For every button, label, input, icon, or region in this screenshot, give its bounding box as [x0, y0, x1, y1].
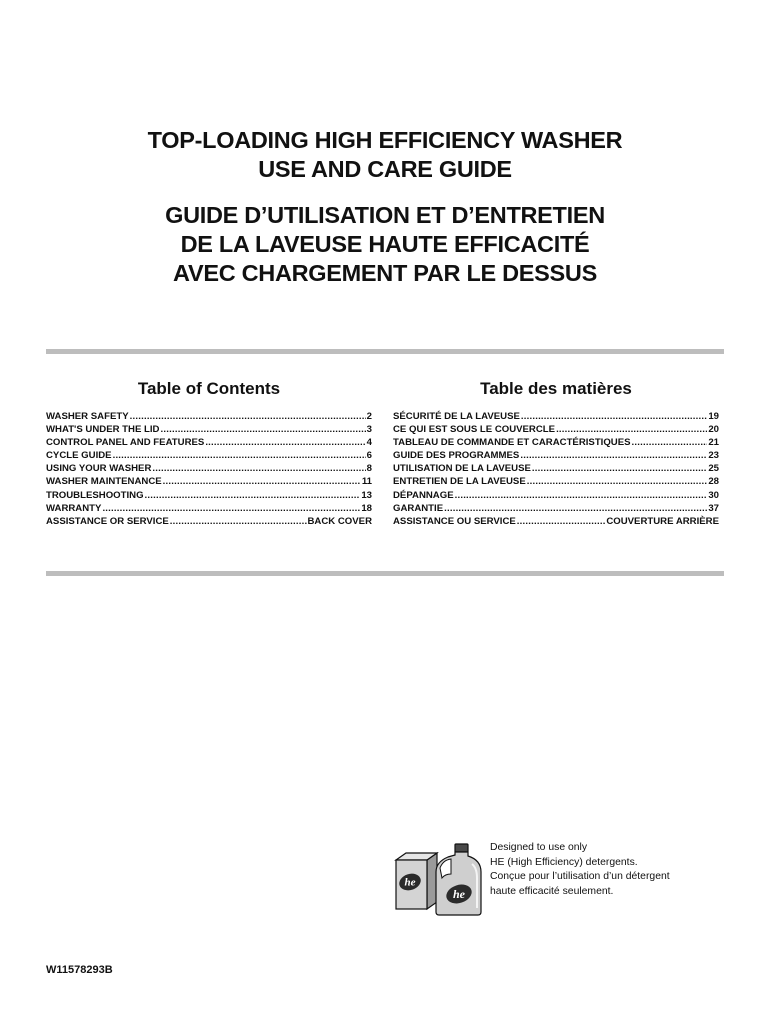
- he-notice-line-4: haute efficacité seulement.: [490, 885, 614, 897]
- toc-entry-page: BACK COVER: [307, 515, 372, 527]
- he-notice-line-2: HE (High Efficiency) detergents.: [490, 856, 638, 868]
- toc-entry[interactable]: [393, 462, 719, 475]
- toc-leader-dots: [161, 423, 366, 436]
- he-notice-text: [490, 841, 670, 899]
- toc-leader-dots: [556, 423, 707, 436]
- toc-entry-page: 6: [366, 450, 372, 462]
- toc-entry[interactable]: [393, 515, 719, 528]
- toc-entry[interactable]: [46, 502, 372, 515]
- french-title-line-2: DE LA LAVEUSE HAUTE EFFICACITÉ: [180, 231, 590, 257]
- toc-entry[interactable]: [393, 502, 719, 515]
- he-notice-line-1: Designed to use only: [490, 842, 588, 853]
- toc-entry-page: 19: [708, 411, 719, 422]
- toc-english-heading: Table of Contents: [137, 379, 281, 398]
- toc-french-list: [393, 410, 719, 528]
- toc-english-list: [46, 410, 372, 528]
- english-title: [0, 126, 770, 184]
- english-title-line-1: TOP-LOADING HIGH EFFICIENCY WASHER: [147, 127, 623, 153]
- detergent-box-and-bottle-icon: [393, 838, 483, 918]
- toc-entry-label: WARRANTY: [46, 502, 102, 514]
- box-he-logo-text: he: [404, 876, 416, 889]
- toc-french-heading: Table des matières: [480, 379, 632, 398]
- toc-entry-page: 11: [361, 476, 372, 488]
- toc-leader-dots: [520, 449, 707, 462]
- bottle-he-logo-text: he: [453, 887, 465, 901]
- toc-entry-label: WHAT'S UNDER THE LID: [46, 424, 160, 436]
- toc-entry-page: 20: [708, 424, 719, 436]
- toc-leader-dots: [527, 475, 708, 488]
- toc-entry-page: 8: [366, 463, 372, 475]
- toc-entry-label: DÉPANNAGE: [393, 489, 454, 501]
- toc-entry-label: ENTRETIEN DE LA LAVEUSE: [393, 476, 526, 488]
- toc-entry[interactable]: [393, 475, 719, 488]
- toc-entry-label: GARANTIE: [393, 502, 444, 514]
- top-divider: [46, 349, 724, 354]
- toc-leader-dots: [532, 462, 707, 475]
- toc-leader-dots: [152, 462, 365, 475]
- toc-entry-page: 18: [361, 502, 372, 514]
- toc-leader-dots: [145, 489, 361, 502]
- toc-entry[interactable]: [46, 462, 372, 475]
- toc-entry-label: ASSISTANCE OU SERVICE: [393, 515, 516, 527]
- he-detergent-notice: [393, 838, 733, 928]
- toc-leader-dots: [205, 436, 365, 449]
- he-notice-line-3: Conçue pour l’utilisation d’un détergent: [490, 871, 670, 883]
- toc-entry-page: 2: [366, 411, 372, 422]
- toc-french: [393, 378, 719, 528]
- toc-entry[interactable]: [393, 410, 719, 423]
- toc-leader-dots: [170, 515, 307, 528]
- toc-entry[interactable]: [46, 410, 372, 423]
- toc-entry-label: TROUBLESHOOTING: [46, 489, 144, 501]
- toc-entry-page: 13: [361, 489, 372, 501]
- toc-leader-dots: [455, 489, 708, 502]
- toc-entry[interactable]: [393, 436, 719, 449]
- toc-entry-page: 30: [708, 489, 719, 501]
- toc-leader-dots: [113, 449, 366, 462]
- toc-entry[interactable]: [393, 489, 719, 502]
- toc-entry[interactable]: [46, 449, 372, 462]
- toc-leader-dots: [130, 410, 366, 423]
- toc-entry-label: USING YOUR WASHER: [46, 463, 152, 475]
- toc-entry-page: 3: [366, 424, 372, 436]
- toc-leader-dots: [521, 410, 707, 423]
- toc-leader-dots: [517, 515, 606, 528]
- english-title-line-2: USE AND CARE GUIDE: [258, 156, 512, 182]
- toc-entry-label: UTILISATION DE LA LAVEUSE: [393, 463, 531, 475]
- toc-entry-page: 21: [708, 437, 719, 449]
- toc-entry-label: ASSISTANCE OR SERVICE: [46, 515, 169, 527]
- document-number: W11578293B: [46, 964, 113, 976]
- toc-leader-dots: [102, 502, 360, 515]
- toc-entry-label: GUIDE DES PROGRAMMES: [393, 450, 520, 462]
- toc-entry-page: 4: [366, 437, 372, 449]
- toc-entry-label: CONTROL PANEL AND FEATURES: [46, 437, 205, 449]
- toc-entry[interactable]: [393, 423, 719, 436]
- toc-entry[interactable]: [46, 436, 372, 449]
- toc-entry-label: CYCLE GUIDE: [46, 450, 112, 462]
- toc-entry[interactable]: [46, 423, 372, 436]
- toc-entry-page: 28: [708, 476, 719, 488]
- toc-entry-label: WASHER MAINTENANCE: [46, 476, 162, 488]
- toc-entry-label: WASHER SAFETY: [46, 411, 129, 422]
- toc-entry[interactable]: [46, 515, 372, 528]
- toc-entry[interactable]: [46, 489, 372, 502]
- french-title: [0, 201, 770, 288]
- toc-entry-label: SÉCURITÉ DE LA LAVEUSE: [393, 411, 520, 422]
- toc-entry[interactable]: [46, 475, 372, 488]
- toc-english: [46, 378, 372, 528]
- toc-entry-page: 23: [708, 450, 719, 462]
- toc-entry-page: 25: [708, 463, 719, 475]
- toc-entry-page: 37: [708, 502, 719, 514]
- french-title-line-3: AVEC CHARGEMENT PAR LE DESSUS: [173, 260, 597, 286]
- bottom-divider: [46, 571, 724, 576]
- french-title-line-1: GUIDE D’UTILISATION ET D’ENTRETIEN: [165, 202, 605, 228]
- toc-entry[interactable]: [393, 449, 719, 462]
- toc-entry-page: COUVERTURE ARRIÈRE: [606, 515, 719, 527]
- toc-entry-label: TABLEAU DE COMMANDE ET CARACTÉRISTIQUES: [393, 437, 631, 449]
- toc-leader-dots: [632, 436, 708, 449]
- toc-entry-label: CE QUI EST SOUS LE COUVERCLE: [393, 424, 556, 436]
- toc-leader-dots: [444, 502, 707, 515]
- toc-leader-dots: [163, 475, 361, 488]
